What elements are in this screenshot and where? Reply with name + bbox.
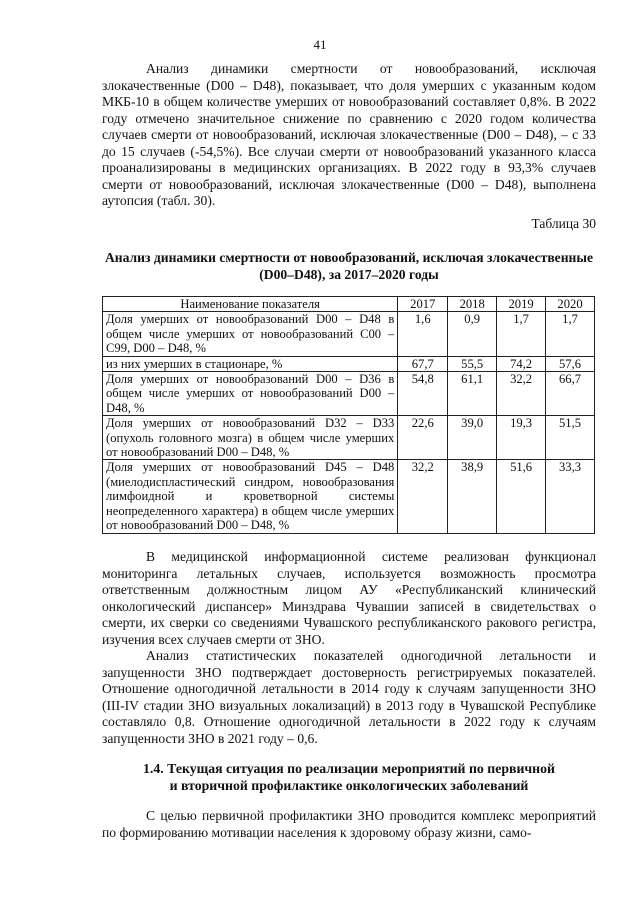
indicator-name: Доля умерших от новообразований D45 – D48 (миелодиспластический синдром, новообразования лимфоидной и кроветворной системы неопределенного характера) в общем числе умерших от новообразований D00 – D48, % <box>103 460 398 533</box>
value-cell: 1,7 <box>546 312 595 356</box>
value-cell: 54,8 <box>398 372 448 416</box>
paragraph-analysis: Анализ статистических показателей одногодичной летальности и запущенности ЗНО подтверждает достоверность регистрируемых показателей. Отношение одногодичной летальности в 2014 году к случаям запущенности ЗНО (III-IV стадии ЗНО визуальных локализаций) в 2013 году в Чувашской Республике составляло 0,8. Отношение одногодичной летальности в 2022 году к случаям запущенности ЗНО в 2021 году – 0,6. <box>102 648 596 746</box>
value-cell: 0,9 <box>448 312 497 356</box>
header-year: 2017 <box>398 297 448 312</box>
value-cell: 33,3 <box>546 460 595 533</box>
value-cell: 51,5 <box>546 416 595 460</box>
section-heading-line: и вторичной профилактике онкологических заболеваний <box>169 778 529 793</box>
table-title: Анализ динамики смертности от новообразований, исключая злокачественные (D00–D48), за 2017–2020 годы <box>104 250 594 282</box>
table-row <box>103 372 595 416</box>
indicator-name: Доля умерших от новообразований D32 – D33 (опухоль головного мозга) в общем числе умерших от новообразований D00 – D48, % <box>103 416 398 460</box>
indicator-name: из них умерших в стационаре, % <box>103 356 398 371</box>
value-cell: 39,0 <box>448 416 497 460</box>
value-cell: 55,5 <box>448 356 497 371</box>
header-indicator: Наименование показателя <box>103 297 398 312</box>
value-cell: 38,9 <box>448 460 497 533</box>
paragraph-intro: Анализ динамики смертности от новообразований, исключая злокачественные (D00 – D48), показывает, что доля умерших с указанным кодом МКБ-10 в общем количестве умерших от новообразований составляет 0,8%. В 2022 году отмечено значительное снижение по сравнению с 2020 годом количества случаев смерти от новообразований, исключая злокачественные (D00 – D48), – с 33 до 15 случаев (-54,5%). Все случаи смерти от новообразований указанного класса проанализированы в медицинских организациях. В 2022 году в 93,3% случаев смерти от новообразований, исключая злокачественные (D00 – D48), выполнена аутопсия (табл. 30). <box>102 61 596 208</box>
value-cell: 32,2 <box>497 372 546 416</box>
value-cell: 66,7 <box>546 372 595 416</box>
value-cell: 74,2 <box>497 356 546 371</box>
indicator-name: Доля умерших от новообразований D00 – D48 в общем числе умерших от новообразований C00 – C99, D00 – D48, % <box>103 312 398 356</box>
value-cell: 1,7 <box>497 312 546 356</box>
table-row <box>103 416 595 460</box>
header-year: 2019 <box>497 297 546 312</box>
section-heading <box>102 760 596 794</box>
table-caption: Таблица 30 <box>531 216 596 231</box>
table-row <box>103 312 595 356</box>
header-year: 2018 <box>448 297 497 312</box>
table-header-row <box>103 297 595 312</box>
paragraph-monitoring: В медицинской информационной системе реализован функционал мониторинга летальных случаев, используется возможность просмотра ответственным должностным лицом АУ «Республиканский клинический онкологический диспансер» Минздрава Чувашии записей в свидетельствах о смерти, их сверки со сведениями Чувашского республиканского ракового регистра, изучения всех случаев смерти от ЗНО. <box>102 549 596 647</box>
mortality-table <box>102 296 595 534</box>
value-cell: 19,3 <box>497 416 546 460</box>
table-row <box>103 356 595 371</box>
header-year: 2020 <box>546 297 595 312</box>
value-cell: 51,6 <box>497 460 546 533</box>
value-cell: 57,6 <box>546 356 595 371</box>
paragraph-prevention: С целью первичной профилактики ЗНО проводится комплекс мероприятий по формированию мотивации населения к здоровому образу жизни, само- <box>102 808 596 840</box>
value-cell: 1,6 <box>398 312 448 356</box>
table-row <box>103 460 595 533</box>
value-cell: 32,2 <box>398 460 448 533</box>
page-number: 41 <box>313 37 327 52</box>
value-cell: 67,7 <box>398 356 448 371</box>
value-cell: 61,1 <box>448 372 497 416</box>
indicator-name: Доля умерших от новообразований D00 – D36 в общем числе умерших от новообразований D00 – D48, % <box>103 372 398 416</box>
section-heading-line: 1.4. Текущая ситуация по реализации мероприятий по первичной <box>143 761 555 776</box>
value-cell: 22,6 <box>398 416 448 460</box>
